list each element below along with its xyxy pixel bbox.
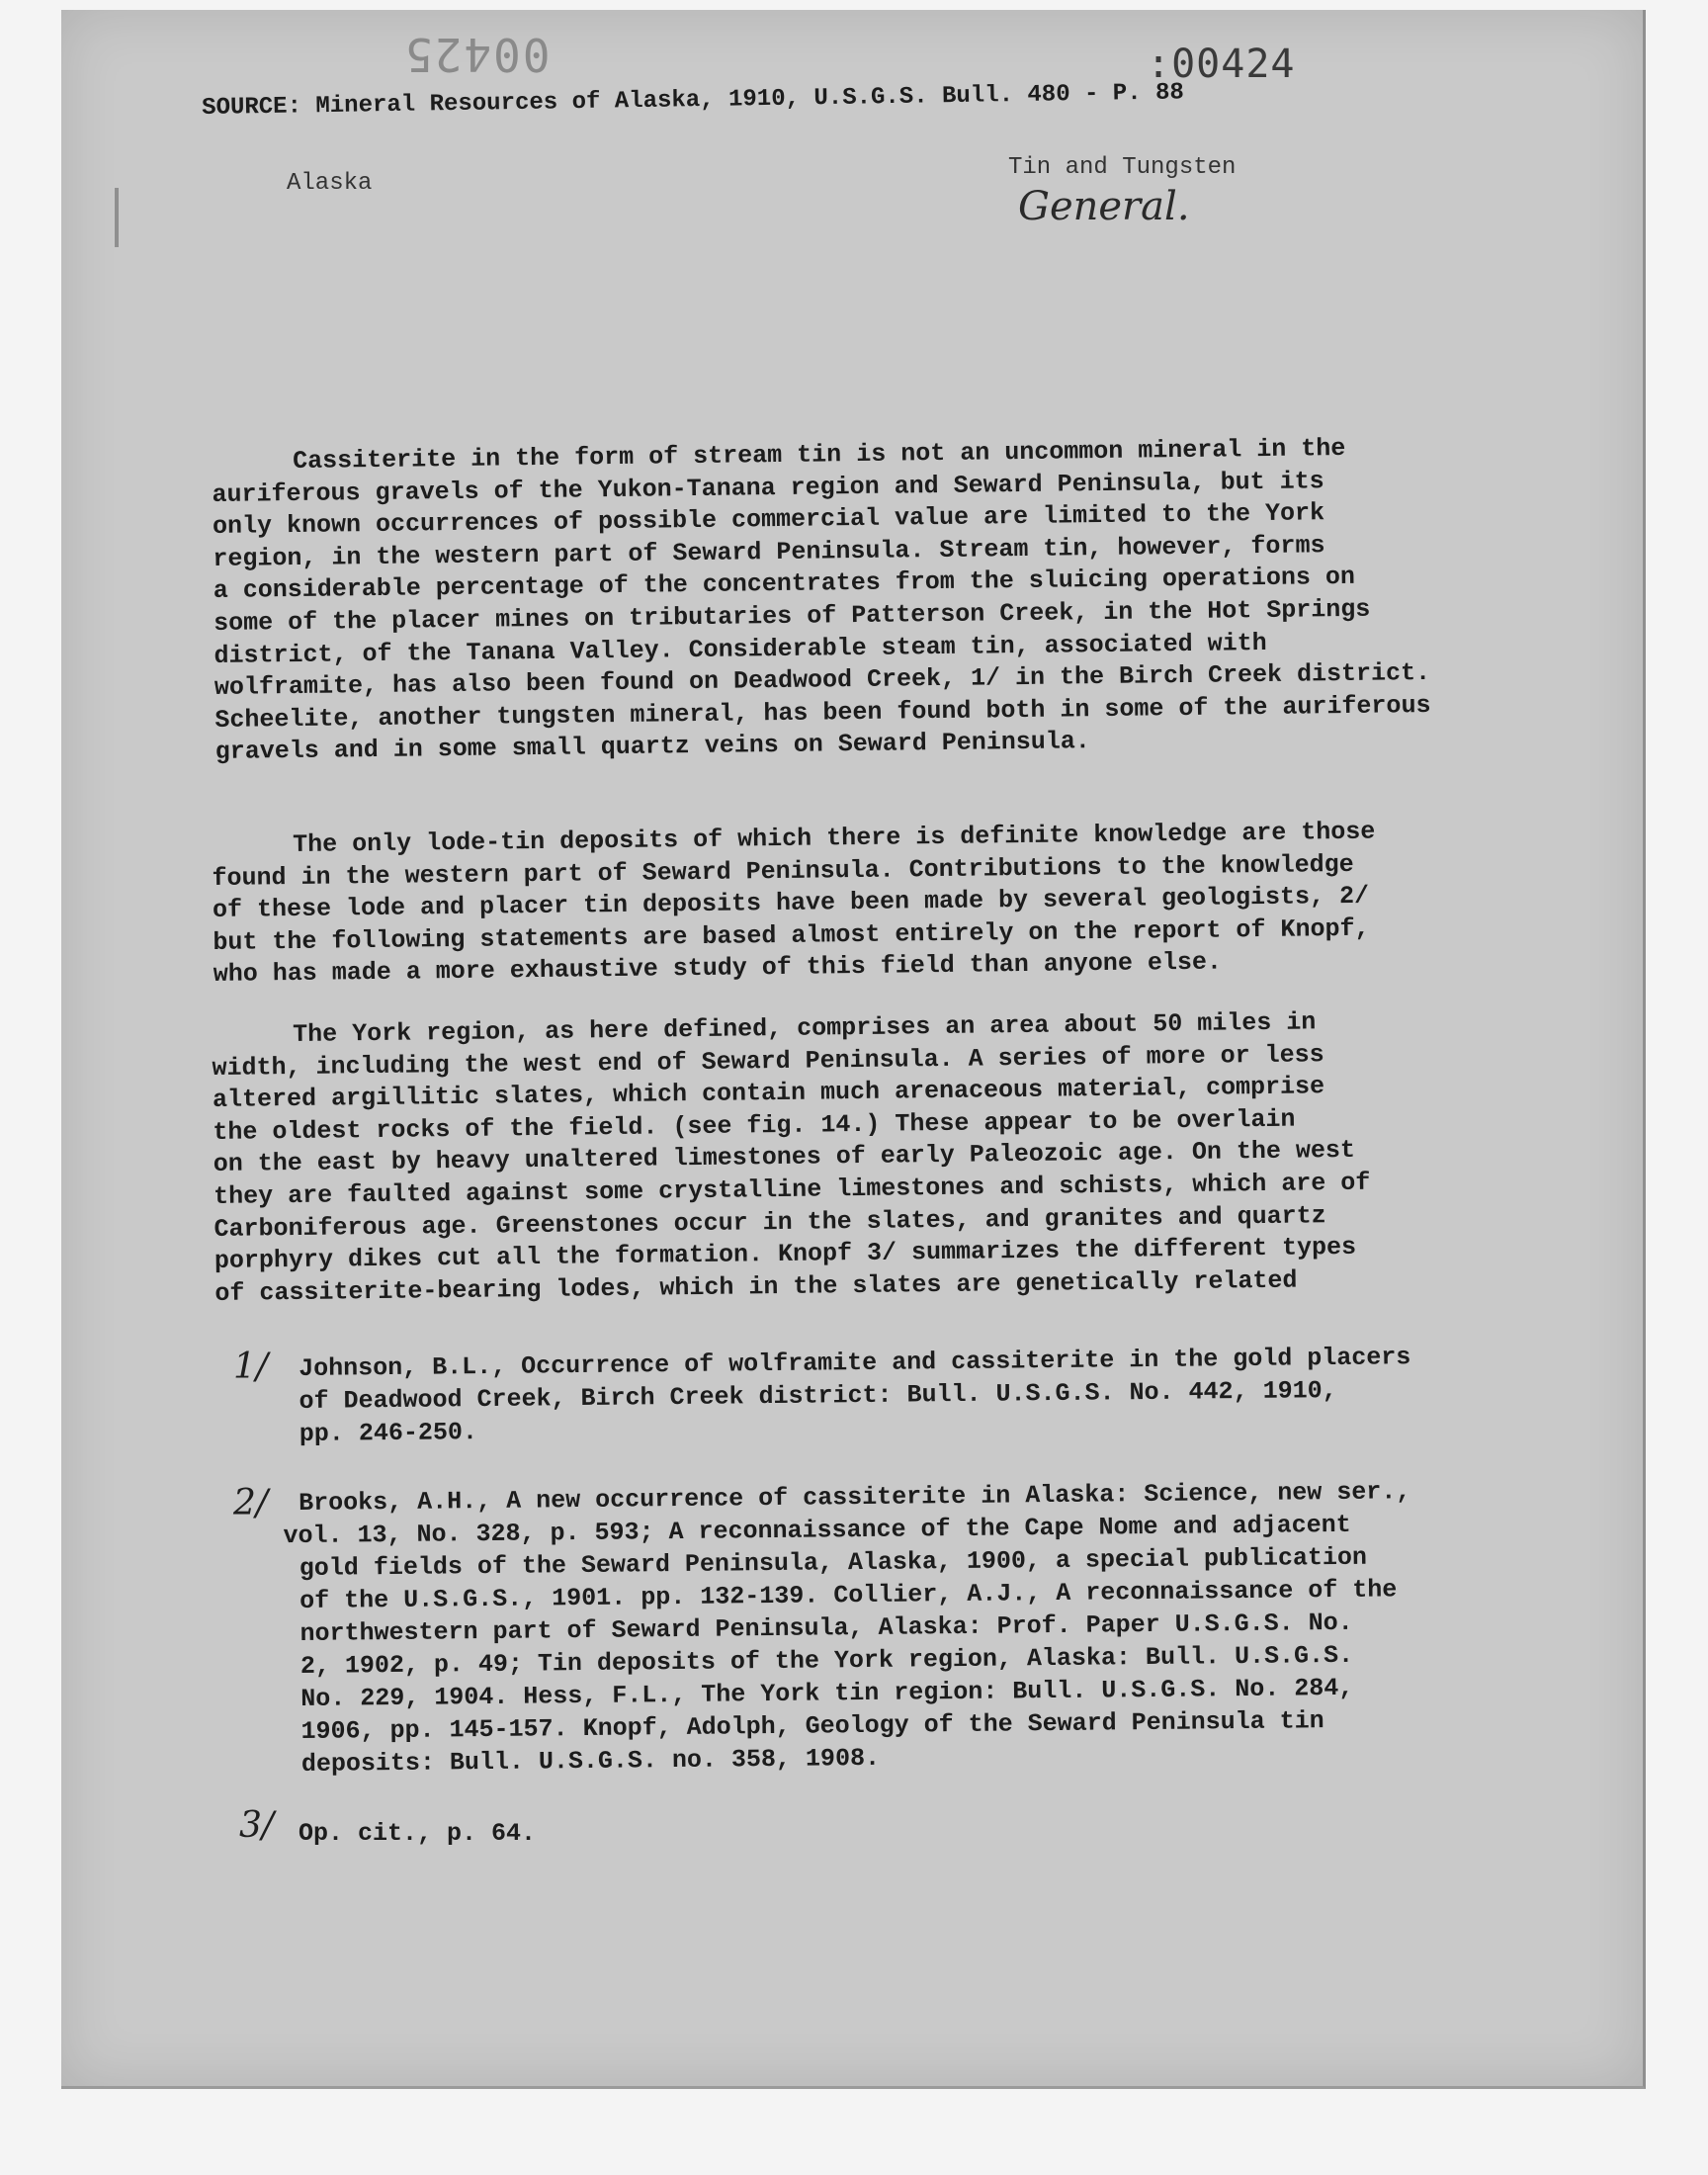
footnote-line: Op. cit., p. 64. [299, 1819, 537, 1848]
paragraph-line: but the following statements are based almost entirely on the report of Knopf, [213, 914, 1370, 957]
paragraph-line: gravels and in some small quartz veins on Seward Peninsula. [214, 727, 1091, 767]
paragraph-1 [212, 430, 1580, 769]
source-citation: SOURCE: Mineral Resources of Alaska, 1910, U.S.G.S. Bull. 480 - P. 88 [202, 79, 1185, 122]
paragraph-line: wolframite, has also been found on Deadwood Creek, 1/ in the Birch Creek district. [214, 658, 1431, 703]
paragraph-line: district, of the Tanana Valley. Considerable steam tin, associated with [214, 628, 1267, 670]
footnote-line: pp. 246-250. [299, 1418, 478, 1448]
footnote-line: Brooks, A.H., A new occurrence of cassiterite in Alaska: Science, new ser., [299, 1477, 1411, 1518]
footnote-3-mark: 3/ [239, 1805, 275, 1846]
footnote-line: of Deadwood Creek, Birch Creek district: Bull. U.S.G.S. No. 442, 1910, [299, 1376, 1337, 1416]
paragraph-line: who has made a more exhaustive study of this field than anyone else. [213, 947, 1223, 990]
paragraph-line: a considerable percentage of the concentrates from the sluicing operations on [213, 563, 1356, 606]
paragraph-2 [212, 814, 1578, 992]
footnote-line: northwestern part of Seward Peninsula, Alaska: Prof. Paper U.S.G.S. No. [299, 1608, 1353, 1648]
footnote-line: gold fields of the Seward Peninsula, Alaska, 1900, a special publication [299, 1542, 1368, 1583]
footnote-1 [299, 1339, 1584, 1450]
paragraph-line: altered argillitic slates, which contain much arenaceous material, comprise [212, 1072, 1325, 1115]
paragraph-line: the oldest rocks of the field. (see fig. 14.) These appear to be overlain [213, 1104, 1296, 1147]
footnote-line: No. 229, 1904. Hess, F.L., The York tin region: Bull. U.S.G.S. No. 284, [300, 1673, 1354, 1713]
paragraph-line: The York region, as here defined, comprises an area about 50 miles in [293, 1007, 1317, 1049]
paragraph-line: on the east by heavy unaltered limestones of early Paleozoic age. On the west [213, 1136, 1356, 1179]
paragraph-line: of these lode and placer tin deposits have been made by several geologists, 2/ [212, 881, 1370, 925]
footnote-line: of the U.S.G.S., 1901. pp. 132-139. Collier, A.J., A reconnaissance of the [299, 1575, 1398, 1615]
paragraph-line: of cassiterite-bearing lodes, which in the slates are genetically related [214, 1265, 1298, 1308]
paragraph-line: found in the western part of Seward Peninsula. Contributions to the knowledge [212, 849, 1354, 893]
footnote-line: vol. 13, No. 328, p. 593; A reconnaissance of the Cape Nome and adjacent [283, 1510, 1351, 1551]
paragraph-line: only known occurrences of possible commercial value are limited to the York [212, 498, 1325, 542]
scan-margin [0, 2106, 1708, 2175]
footnote-2 [283, 1473, 1586, 1781]
subject-label: Tin and Tungsten [1008, 154, 1237, 181]
paragraph-line: region, in the western part of Seward Peninsula. Stream tin, however, forms [213, 531, 1325, 573]
footnote-line: deposits: Bull. U.S.G.S. no. 358, 1908. [300, 1743, 881, 1779]
paragraph-3 [212, 1003, 1579, 1310]
paragraph-line: auriferous gravels of the Yukon-Tanana region and Seward Peninsula, but its [212, 466, 1324, 509]
margin-mark [115, 188, 119, 247]
paragraph-line: porphyry dikes cut all the formation. Knopf 3/ summarizes the different types [214, 1233, 1357, 1276]
paragraph-line: width, including the west end of Seward Peninsula. A series of more or less [212, 1039, 1324, 1083]
footnote-3 [299, 1817, 1583, 1850]
footnote-line: 2, 1902, p. 49; Tin deposits of the York region, Alaska: Bull. U.S.G.S. [299, 1640, 1354, 1681]
region-label: Alaska [287, 170, 373, 197]
footnote-2-mark: 2/ [233, 1483, 269, 1523]
paragraph-line: some of the placer mines on tributaries of Patterson Creek, in the Hot Springs [214, 594, 1371, 638]
footnote-line: Johnson, B.L., Occurrence of wolframite and cassiterite in the gold placers [299, 1343, 1411, 1383]
paragraph-line: they are faulted against some crystalline limestones and schists, which are of [214, 1168, 1371, 1211]
paragraph-line: Cassiterite in the form of stream tin is not an uncommon mineral in the [293, 433, 1346, 476]
inverted-stamp-number: 00425 [403, 28, 551, 81]
footnote-1-mark: 1/ [233, 1347, 269, 1387]
paragraph-line: Carboniferous age. Greenstones occur in the slates, and granites and quartz [214, 1200, 1326, 1244]
paragraph-line: The only lode-tin deposits of which there is definite knowledge are those [293, 817, 1376, 859]
footnote-line: 1906, pp. 145-157. Knopf, Adolph, Geology of the Seward Peninsula tin [300, 1706, 1324, 1746]
page-stamp-number: :00424 [1147, 42, 1296, 87]
handwritten-category-note: General. [1018, 184, 1190, 229]
paragraph-line: Scheelite, another tungsten mineral, has been found both in some of the auriferous [214, 690, 1431, 735]
